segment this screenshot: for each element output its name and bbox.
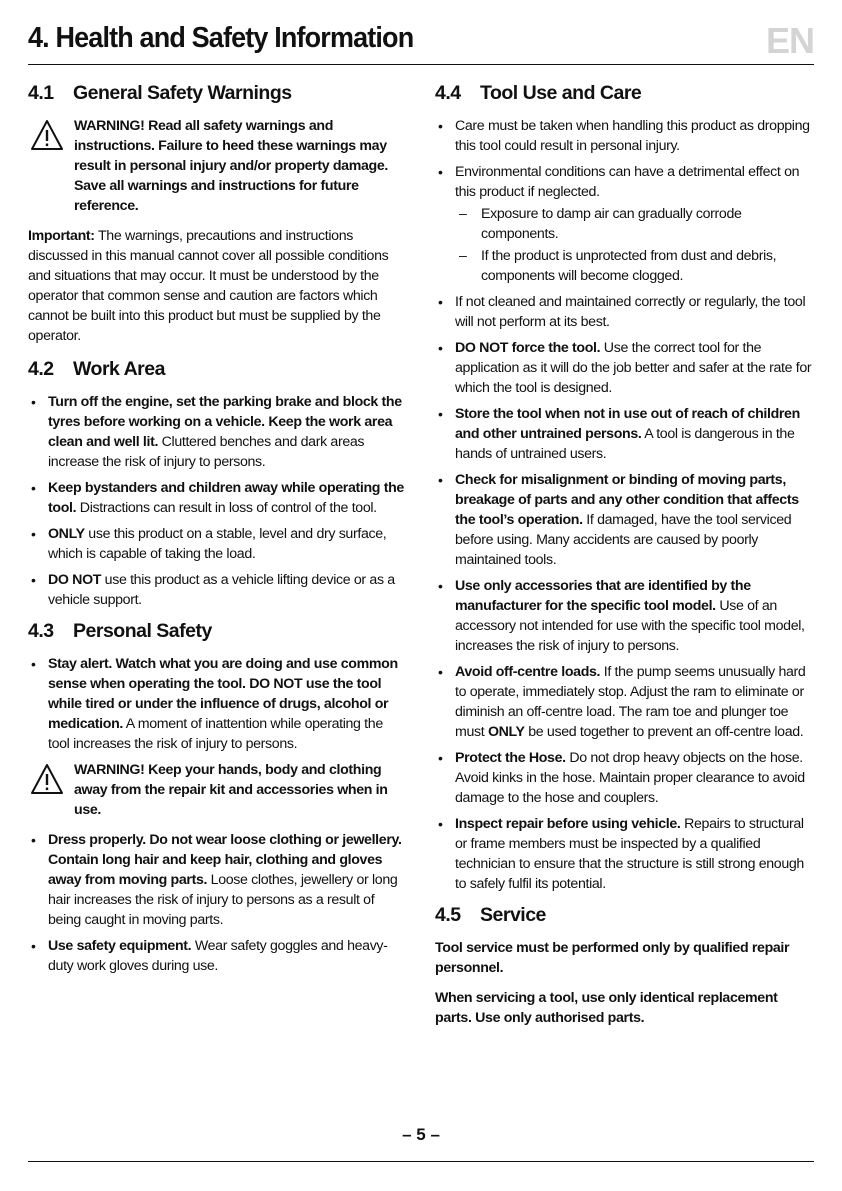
section-heading xyxy=(28,356,406,382)
bullet-list xyxy=(28,392,406,610)
important-label: Important: xyxy=(28,228,95,244)
item-text: use this product as a vehicle lifting device or as a vehicle support. xyxy=(48,572,395,608)
section-work-area xyxy=(28,356,406,610)
section-title: Personal Safety xyxy=(73,620,212,642)
left-column xyxy=(28,80,406,984)
item-text: If not cleaned and maintained correctly or regularly, the tool will not perform at its best. xyxy=(455,294,806,330)
item-text: use this product on a stable, level and dry surface, which is capable of taking the load. xyxy=(48,526,387,562)
warning-triangle-icon xyxy=(30,763,64,795)
list-item xyxy=(28,570,406,610)
list-item xyxy=(28,524,406,564)
item-bold: Use only accessories that are identified by the manufacturer for the specific tool model. xyxy=(455,578,751,614)
list-item xyxy=(435,404,817,464)
item-text: If damaged, have the tool serviced before using. Many accidents are caused by poorly maintained tools. xyxy=(455,512,792,568)
section-title: Work Area xyxy=(73,358,165,380)
item-text: If the pump seems unusually hard to operate, immediately stop. Adjust the ram to eliminate or diminish an off-centre load. The ram toe and plunger toe must xyxy=(455,664,806,740)
item-bold: Turn off the engine, set the parking brake and block the tyres before working on a vehicle. Keep the work area clean and well lit. xyxy=(48,394,402,450)
section-heading xyxy=(435,902,817,928)
item-bold: Dress properly. Do not wear loose clothing or jewellery. Contain long hair and keep hair, clothing and gloves away from moving parts. xyxy=(48,832,402,888)
item-text: A moment of inattention while operating the tool increases the risk of injury to persons. xyxy=(48,716,383,752)
important-paragraph xyxy=(28,226,406,346)
section-tool-use-and-care xyxy=(435,80,817,894)
page-header xyxy=(28,18,814,65)
warning-block xyxy=(28,760,406,820)
list-item xyxy=(435,292,817,332)
item-text: be used together to prevent an off-centre load. xyxy=(524,724,804,740)
section-title: Tool Use and Care xyxy=(480,82,642,104)
warning-text: WARNING! Keep your hands, body and clothing away from the repair kit and accessories when in use. xyxy=(74,762,388,818)
bullet-list xyxy=(28,654,406,754)
list-item xyxy=(435,470,817,570)
section-heading xyxy=(28,80,406,106)
section-number: 4.3 xyxy=(28,620,54,642)
page-footer xyxy=(28,1121,814,1162)
item-text: Repairs to structural or frame members must be inspected by a qualified technician to ensure that the structure is still strong enough to safely fulfil its potential. xyxy=(455,816,804,892)
item-bold: DO NOT force the tool. xyxy=(455,340,601,356)
item-text: Cluttered benches and dark areas increase the risk of injury to persons. xyxy=(48,434,365,470)
item-text: Distractions can result in loss of control of the tool. xyxy=(76,500,377,516)
sub-list-item: – If the product is unprotected from dust and debris, components will become clogged. xyxy=(455,246,817,286)
section-heading xyxy=(28,618,406,644)
sub-list-item: – Exposure to damp air can gradually corrode components. xyxy=(455,204,817,244)
item-bold: Use safety equipment. xyxy=(48,938,192,954)
item-text: Use of an accessory not intended for use with the specific tool model, increases the risk of injury to persons. xyxy=(455,598,805,654)
bullet-list xyxy=(28,830,406,976)
list-item xyxy=(28,654,406,754)
item-bold: Check for misalignment or binding of moving parts, breakage of parts and any other condition that affects the tool’s operation. xyxy=(455,472,799,528)
list-item xyxy=(28,830,406,930)
section-number: 4.2 xyxy=(28,358,54,380)
list-item xyxy=(435,814,817,894)
list-item xyxy=(435,748,817,808)
list-item xyxy=(28,936,406,976)
section-title: General Safety Warnings xyxy=(73,82,292,104)
item-text: Wear safety goggles and heavy-duty work gloves during use. xyxy=(48,938,388,974)
item-bold: Stay alert. Watch what you are doing and use common sense when operating the tool. DO NOT use the tool while tired or under the influence of drugs, alcohol or medication. xyxy=(48,656,398,732)
item-text: Do not drop heavy objects on the hose. Avoid kinks in the hose. Maintain proper clearance to avoid damage to the hose and couplers. xyxy=(455,750,805,806)
item-text: Care must be taken when handling this product as dropping this tool could result in personal injury. xyxy=(455,118,810,154)
list-item xyxy=(435,576,817,656)
item-bold: Avoid off-centre loads. xyxy=(455,664,601,680)
right-column xyxy=(435,80,817,1038)
section-service xyxy=(435,902,817,1028)
page-title: 4. Health and Safety Information xyxy=(28,22,414,54)
item-text: Environmental conditions can have a detrimental effect on this product if neglected. xyxy=(455,164,800,200)
service-paragraph: Tool service must be performed only by qualified repair personnel. xyxy=(435,940,790,976)
section-general-safety-warnings xyxy=(28,80,406,346)
section-title: Service xyxy=(480,904,546,926)
language-badge: EN xyxy=(765,20,814,61)
item-bold: DO NOT xyxy=(48,572,102,588)
dash-list xyxy=(455,204,817,286)
list-item xyxy=(435,116,817,156)
warning-text: WARNING! Read all safety warnings and instructions. Failure to heed these warnings may result in personal injury and/or property damage. Save all warnings and instructions for future reference. xyxy=(74,118,388,214)
warning-triangle-icon xyxy=(30,119,64,151)
list-item xyxy=(28,392,406,472)
item-bold: ONLY xyxy=(48,526,85,542)
item-text: A tool is dangerous in the hands of untrained users. xyxy=(455,426,795,462)
warning-block xyxy=(28,116,406,216)
bullet-list xyxy=(435,116,817,894)
section-number: 4.4 xyxy=(435,82,461,104)
item-bold: Inspect repair before using vehicle. xyxy=(455,816,681,832)
section-heading xyxy=(435,80,817,106)
important-text: The warnings, precautions and instructions discussed in this manual cannot cover all possible conditions and situations that may occur. It must be understood by the operator that common sense and caution are factors which cannot be built into this product but must be supplied by the operator. xyxy=(28,228,389,344)
list-item xyxy=(435,338,817,398)
section-personal-safety xyxy=(28,618,406,976)
page-number: – 5 – xyxy=(402,1125,440,1144)
item-bold: Protect the Hose. xyxy=(455,750,566,766)
item-text: Loose clothes, jewellery or long hair increases the risk of injury to persons as a result of being caught in moving parts. xyxy=(48,872,398,928)
list-item xyxy=(435,662,817,742)
item-bold: Keep bystanders and children away while operating the tool. xyxy=(48,480,404,516)
item-bold-only: ONLY xyxy=(487,724,525,740)
list-item xyxy=(28,478,406,518)
list-item xyxy=(435,162,817,286)
service-paragraph: When servicing a tool, use only identical replacement parts. Use only authorised parts. xyxy=(435,990,778,1026)
item-text: Use the correct tool for the application as it will do the job better and safer at the rate for which the tool is designed. xyxy=(455,340,812,396)
item-bold: Store the tool when not in use out of reach of children and other untrained persons. xyxy=(455,406,800,442)
section-number: 4.1 xyxy=(28,82,54,104)
section-number: 4.5 xyxy=(435,904,461,926)
